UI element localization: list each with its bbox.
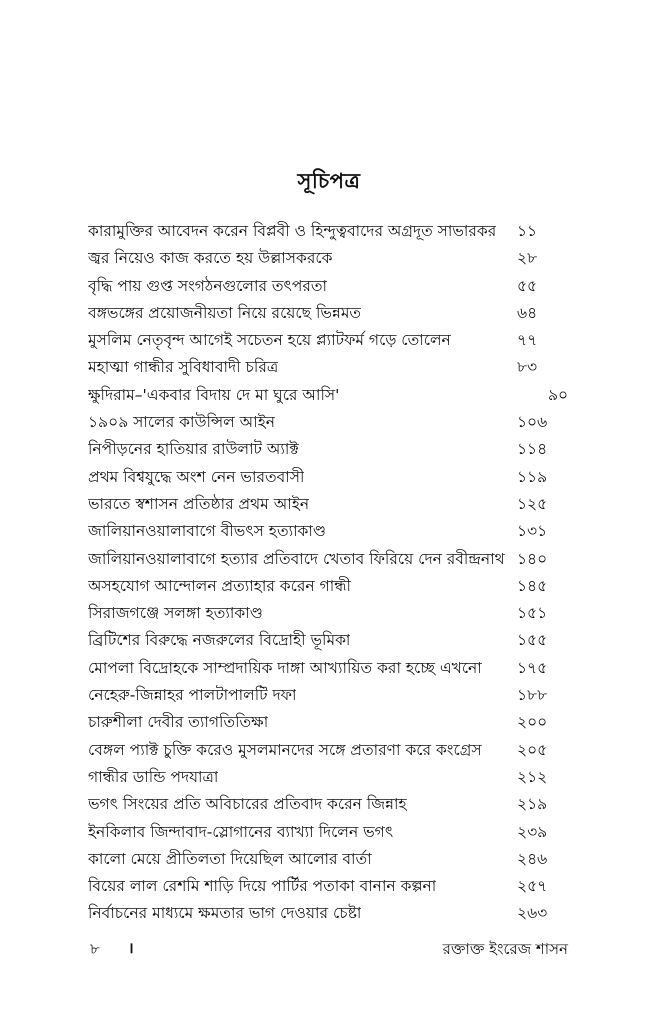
toc-entry-page-number: ৬৪ (517, 303, 538, 322)
toc-entry (88, 655, 578, 682)
toc-entry-title: অসহযোগ আন্দোলন প্রত্যাহার করেন গান্ধী (88, 576, 351, 595)
toc-entry-page-number: ২৮ (517, 249, 538, 268)
toc-entry-title: বিয়ের লাল রেশমি শাড়ি দিয়ে পার্টির পতাকা বানান কল্পনা (88, 877, 437, 896)
toc-entry-page-number: ১৫১ (517, 604, 548, 623)
toc-entry-title: কারামুক্তির আবেদন করেন বিপ্লবী ও হিন্দুত্ববাদের অগ্রদূত সাভারকর (88, 222, 497, 240)
toc-entry (88, 627, 578, 654)
toc-entry (88, 245, 578, 272)
toc-entry (88, 573, 578, 600)
toc-entry (88, 764, 578, 791)
toc-entry-page-number: ১৩১ (517, 522, 548, 541)
toc-entry-page-number: ১৮৮ (517, 686, 548, 705)
toc-entry-page-number: ১০৬ (517, 413, 548, 432)
toc-entry-page-number: ২১২ (517, 767, 548, 786)
toc-entry (88, 737, 578, 764)
toc-entry-title: মুসলিম নেতৃবৃন্দ আগেই সচেতন হয়ে প্ল্যাটফর্ম গড়ে তোলেন (88, 331, 451, 350)
toc-entry-page-number: ১২৫ (517, 494, 548, 513)
toc-entry-page-number: ৫৫ (517, 276, 538, 295)
toc-entry (88, 436, 578, 463)
toc-entry-title: নেহেরু-জিন্নাহর পালটাপালটি দফা (88, 686, 297, 705)
toc-entry (88, 600, 578, 627)
toc-entry-page-number: ২৬৩ (517, 904, 548, 923)
toc-entry-title: ভারতে স্বশাসন প্রতিষ্ঠার প্রথম আইন (88, 494, 310, 513)
footer-book-title: রক্তাক্ত ইংরেজ শাসন (442, 940, 568, 958)
toc-entry-title: ব্রিটিশের বিরুদ্ধে নজরুলের বিদ্রোহী ভূমিকা (88, 631, 351, 650)
toc-entry-page-number: ৮৩ (517, 358, 538, 377)
toc-entry (88, 354, 578, 381)
toc-entry-page-number: ১৪০ (517, 549, 548, 568)
toc-entry-title: সিরাজগঞ্জে সলঙ্গা হত্যাকাণ্ড (88, 604, 263, 623)
toc-entry (88, 709, 578, 736)
toc-entry (88, 546, 578, 573)
toc-entry-title: জালিয়ানওয়ালাবাগে বীভৎস হত্যাকাণ্ড (88, 522, 327, 541)
footer-page-number: ৮ (90, 940, 100, 958)
toc-entry-title: মহাত্মা গান্ধীর সুবিধাবাদী চরিত্র (88, 358, 279, 377)
toc-entry-page-number: ৭৭ (517, 331, 538, 350)
toc-entry (88, 300, 578, 327)
toc-entry-title: ক্ষুদিরাম–'একবার বিদায় দে মা ঘুরে আসি' (88, 385, 340, 404)
toc-entry-page-number: ২০৫ (517, 740, 548, 759)
toc-entry-page-number: ২৫৭ (517, 877, 548, 896)
toc-entry (88, 327, 578, 354)
toc-entry (88, 273, 578, 300)
toc-entry-title: জ্বর নিয়েও কাজ করতে হয় উল্লাসকরকে (88, 249, 333, 268)
toc-entry (88, 409, 578, 436)
toc-entry-page-number: ১১৯ (517, 467, 548, 486)
toc-entry-title: বেঙ্গল প্যাক্ট চুক্তি করেও মুসলমানদের সঙ্গে প্রতারণা করে কংগ্রেস (88, 740, 482, 759)
toc-entry-title: ১৯০৯ সালের কাউন্সিল আইন (88, 413, 276, 432)
toc-entry-title: চারুশীলা দেবীর ত্যাগতিতিক্ষা (88, 713, 269, 732)
toc-entry (88, 382, 578, 409)
toc-entry-title: ইনকিলাব জিন্দাবাদ-স্লোগানের ব্যাখ্যা দিলেন ভগৎ (88, 822, 394, 841)
toc-entry (88, 791, 578, 818)
toc-entry-page-number: ১৭৫ (517, 658, 548, 677)
toc-entry (88, 682, 578, 709)
toc-entry-title: বঙ্গভঙ্গের প্রয়োজনীয়তা নিয়ে রয়েছে ভিন্নমত (88, 303, 362, 322)
toc-entry-page-number: ৯০ (548, 385, 569, 404)
toc-entry-title: জালিয়ানওয়ালাবাগে হত্যার প্রতিবাদে খেতাব ফিরিয়ে দেন রবীন্দ্রনাথ (88, 549, 505, 568)
toc-entry (88, 464, 578, 491)
toc-entry-title: ভগৎ সিংয়ের প্রতি অবিচারের প্রতিবাদ করেন জিন্নাহ (88, 795, 407, 814)
toc-entry-title: নিপীড়নের হাতিয়ার রাউলাট অ্যাক্ট (88, 440, 299, 459)
toc-entry-page-number: ২০০ (517, 713, 548, 732)
toc-entry-title: গান্ধীর ডান্ডি পদযাত্রা (88, 767, 219, 786)
toc-entry (88, 218, 578, 245)
toc-entry (88, 846, 578, 873)
toc-entry-page-number: ১৪৫ (517, 576, 548, 595)
page-footer (88, 938, 578, 962)
toc-entry (88, 819, 578, 846)
toc-entry (88, 491, 578, 518)
toc-entry-page-number: ২৪৬ (517, 849, 548, 868)
toc-entry-title: মোপলা বিদ্রোহকে সাম্প্রদায়িক দাঙ্গা আখ্যায়িত করা হচ্ছে এখনো (88, 658, 482, 677)
toc-entry-page-number: ২১৯ (517, 795, 548, 814)
toc-entry (88, 518, 578, 545)
toc-entry-title: বৃদ্ধি পায় গুপ্ত সংগঠনগুলোর তৎপরতা (88, 276, 328, 295)
toc-entry (88, 900, 578, 927)
toc-entry-title: নির্বাচনের মাধ্যমে ক্ষমতার ভাগ দেওয়ার চেষ্টা (88, 904, 362, 923)
toc-entry (88, 873, 578, 900)
table-of-contents (88, 218, 578, 928)
toc-entry-title: কালো মেয়ে প্রীতিলতা দিয়েছিল আলোর বার্তা (88, 849, 372, 868)
toc-entry-page-number: ১১ (517, 222, 538, 240)
page-title: সূচিপত্র (297, 169, 361, 193)
toc-entry-page-number: ১১৪ (517, 440, 548, 459)
toc-entry-title: প্রথম বিশ্বযুদ্ধে অংশ নেন ভারতবাসী (88, 467, 305, 486)
footer-separator: । (128, 939, 134, 957)
toc-entry-page-number: ১৫৫ (517, 631, 548, 650)
toc-entry-page-number: ২৩৯ (517, 822, 548, 841)
